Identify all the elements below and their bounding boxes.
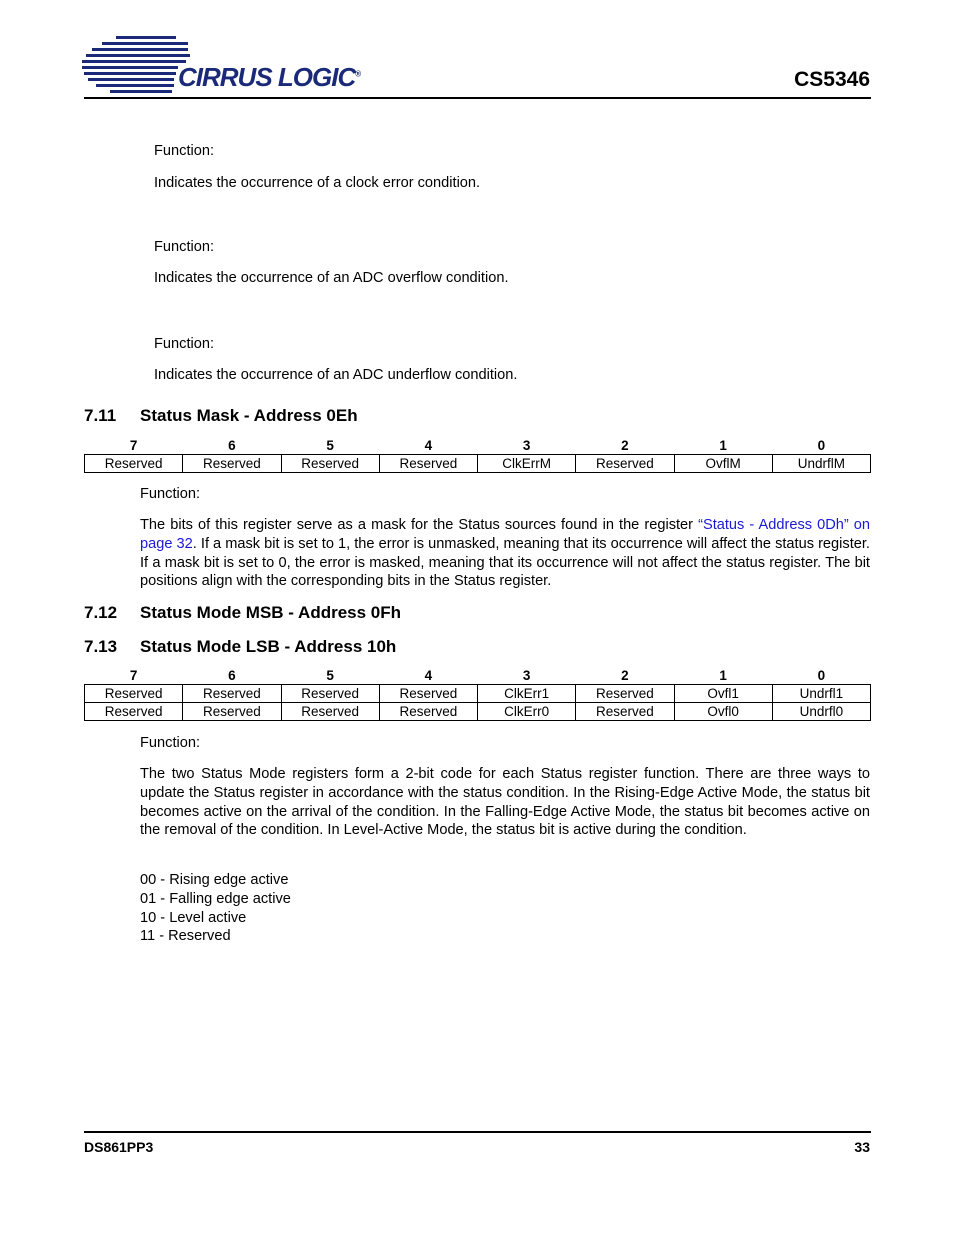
section-title: Status Mode MSB - Address 0Fh [140, 603, 402, 622]
section-number: 7.11 [84, 406, 117, 425]
bit-cell: Reserved [379, 685, 477, 703]
status-mask-register-table [84, 436, 871, 473]
bit-number: 3 [522, 667, 531, 683]
bit-number: 7 [129, 437, 138, 453]
bit-cell: Reserved [281, 703, 379, 721]
bit-cell: Reserved [183, 455, 281, 473]
description-text: The bits of this register serve as a mask for the Status sources found in the register [140, 517, 699, 533]
section-number: 7.13 [84, 637, 118, 656]
bit-number-row [85, 666, 871, 685]
register-row-lsb [85, 703, 871, 721]
bit-cell: UndrflM [772, 455, 870, 473]
list-item: 01 - Falling edge active [140, 890, 291, 907]
function-text-1: Indicates the occurrence of a clock error condition. [154, 175, 481, 191]
header-rule [84, 97, 871, 99]
function-label-2: Function: [154, 239, 215, 255]
company-name: CIRRUS LOGIC [178, 62, 356, 92]
section-heading-7-11 [84, 406, 358, 426]
bit-cell: ClkErr1 [478, 685, 576, 703]
bit-cell: Reserved [183, 703, 281, 721]
bit-number: 6 [228, 667, 236, 683]
bit-number: 3 [522, 437, 531, 453]
bit-cell: Undrfl0 [772, 703, 870, 721]
function-label-1: Function: [154, 143, 215, 159]
company-wordmark [178, 62, 360, 93]
bit-number: 7 [129, 667, 138, 683]
bit-number: 4 [424, 437, 433, 453]
list-item: 00 - Rising edge active [140, 872, 289, 888]
section-heading-7-13 [84, 637, 396, 657]
bit-number: 0 [817, 437, 826, 453]
status-mode-description: The two Status Mode registers form a 2-bit code for each Status register function. There are three ways to update the Status register in accordance with the status condition. In the Rising-Edge Active Mode, the status bit becomes active on the arrival of the condition. In the Falling-Edge Active Mode, the status bit becomes active on the removal of the condition. In Level-Active Mode, the status bit is active during the condition. [140, 766, 870, 839]
list-item: 11 - Reserved [140, 928, 231, 945]
bit-number: 4 [424, 667, 433, 683]
bit-cell: Reserved [576, 703, 674, 721]
bit-cell: Reserved [183, 685, 281, 703]
list-item: 10 - Level active [140, 909, 247, 926]
bit-cell: Reserved [576, 685, 674, 703]
status-mode-register-table [84, 666, 871, 721]
document-id: CS5346 [794, 68, 870, 91]
registered-mark: ® [355, 69, 361, 79]
status-mode-code-list [140, 871, 291, 946]
bit-number: 6 [228, 437, 236, 453]
bit-cell: Reserved [379, 455, 477, 473]
bit-cell: Reserved [85, 703, 183, 721]
function-label-7-13: Function: [140, 735, 201, 751]
section-number: 7.12 [84, 603, 118, 622]
bit-cell: Reserved [85, 685, 183, 703]
bit-cell: OvflM [674, 455, 772, 473]
bit-cell: Reserved [281, 455, 379, 473]
register-row [85, 455, 871, 473]
bit-cell: Ovfl1 [674, 685, 772, 703]
function-text-2: Indicates the occurrence of an ADC overflow condition. [154, 270, 509, 286]
footer-rule [84, 1131, 871, 1133]
section-title: Status Mask - Address 0Eh [140, 406, 358, 425]
status-register-link[interactable]: “Status - Address 0Dh” on page 32 [140, 517, 871, 552]
bit-number: 1 [719, 667, 727, 683]
section-title: Status Mode LSB - Address 10h [140, 637, 397, 656]
bit-cell: ClkErrM [478, 455, 576, 473]
function-label-7-11: Function: [140, 486, 201, 502]
bit-number: 5 [326, 667, 334, 683]
description-text: . If a mask bit is set to 1, the error is unmasked, meaning that its occurrence will affect the status register. If a mask bit is set to 0, the error is masked, meaning that its occurrence will not affect the status register. The bit positions align with the corresponding bits in the Status register. [140, 535, 870, 590]
function-label-3: Function: [154, 336, 215, 352]
bit-cell: Reserved [576, 455, 674, 473]
bit-number: 0 [817, 667, 826, 683]
bit-number-row [85, 436, 871, 455]
bit-cell: Reserved [379, 703, 477, 721]
bit-number: 2 [621, 667, 629, 683]
bit-cell: Reserved [85, 455, 183, 473]
bit-cell: Ovfl0 [674, 703, 772, 721]
footer-doc-number: DS861PP3 [84, 1139, 154, 1155]
bit-number: 2 [621, 437, 629, 453]
bit-number: 5 [326, 437, 334, 453]
status-mask-description [140, 516, 870, 591]
bit-cell: ClkErr0 [478, 703, 576, 721]
bit-number: 1 [719, 437, 727, 453]
page-number: 33 [854, 1139, 870, 1155]
bit-cell: Reserved [281, 685, 379, 703]
section-heading-7-12 [84, 603, 401, 623]
function-text-3: Indicates the occurrence of an ADC underflow condition. [154, 367, 518, 383]
register-row-msb [85, 685, 871, 703]
bit-cell: Undrfl1 [772, 685, 870, 703]
